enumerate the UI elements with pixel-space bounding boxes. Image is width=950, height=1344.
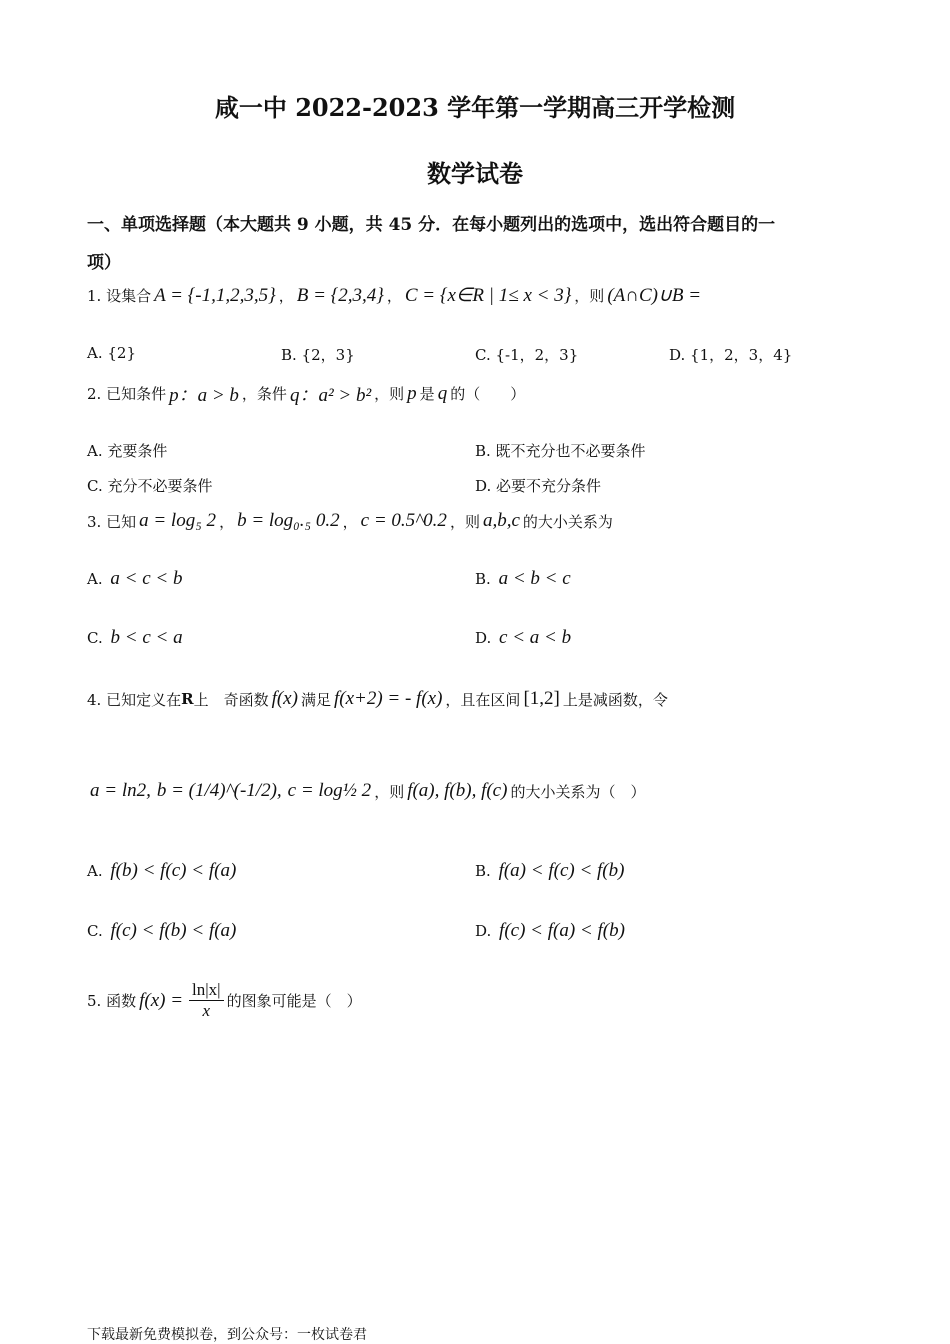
q4-fx: f(x) <box>271 688 298 709</box>
q3-option-b <box>475 568 574 590</box>
q1-expression: (A∩C)∪B = <box>607 285 702 306</box>
q4-option-c-expr: f(c) < f(b) < f(a) <box>110 920 237 941</box>
q3-a-def: a = log₅ 2 <box>139 510 217 531</box>
q3-vars: a,b,c <box>482 510 520 531</box>
q3-option-d <box>475 627 574 649</box>
q3-option-c-label: C. <box>87 629 103 647</box>
q3-option-a-label: A. <box>87 570 103 588</box>
q2-suffix: 的（ ） <box>450 385 526 403</box>
q3-suffix: 的大小关系为 <box>522 512 613 531</box>
q2-p-var: p <box>407 382 417 404</box>
question-5 <box>87 980 362 1021</box>
q4-interval: [1,2] <box>523 688 560 709</box>
q4-option-a-expr: f(b) < f(c) < f(a) <box>110 860 237 881</box>
q4-option-b <box>475 860 627 882</box>
q4-a-def: a = ln2, <box>90 780 151 801</box>
q2-mid: ，条件 <box>241 385 287 403</box>
q4-mid3: ，且在区间 <box>445 690 521 709</box>
q1-set-b: B = {2,3,4} <box>296 284 384 306</box>
q4-option-d-expr: f(c) < f(a) < f(b) <box>499 920 625 941</box>
q5-fraction <box>189 980 224 1021</box>
q4-option-d <box>475 920 628 942</box>
question-2 <box>87 380 525 407</box>
q3-option-b-label: B. <box>475 570 491 588</box>
q3-option-a-expr: a < c < b <box>110 568 183 589</box>
q5-numerator: ln|x| <box>189 980 224 1001</box>
q5-prefix: 5. 函数 <box>87 992 137 1010</box>
q4-fvalues: f(a), f(b), f(c) <box>407 780 508 801</box>
q2-mid2: ，则 <box>374 385 405 403</box>
q4-mid1: 上 奇函数 <box>193 690 269 709</box>
q2-option-d: D. 必要不充分条件 <box>475 477 602 495</box>
q4-c-def: c = log½ 2 <box>287 780 372 801</box>
q3-option-a <box>87 568 185 590</box>
q1-option-c: C. {-1，2，3} <box>475 346 579 364</box>
q1-sep2: ， <box>386 287 402 305</box>
q3-b-def: b = log₀.₅ 0.2 <box>237 510 340 531</box>
q4-option-b-expr: f(a) < f(c) < f(b) <box>498 860 625 881</box>
q2-condition-q: q：a² > b² <box>289 385 372 406</box>
q4-mid2: 满足 <box>300 690 331 709</box>
page-subtitle: 数学试卷 <box>427 159 523 188</box>
q2-option-c: C. 充分不必要条件 <box>87 477 213 495</box>
section-heading-line1: 一、单项选择题（本大题共 9 小题，共 45 分．在每小题列出的选项中，选出符合题目的一 <box>87 215 776 235</box>
q4-option-b-label: B. <box>475 862 491 880</box>
q3-option-c <box>87 627 186 649</box>
page-footer: 下载最新免费模拟卷，到公众号：一枚试卷君 <box>87 1327 367 1343</box>
q3-option-b-expr: a < b < c <box>498 568 571 589</box>
q4-option-d-label: D. <box>475 922 492 940</box>
q4-mid4: 上是减函数，令 <box>562 690 668 709</box>
q5-lhs: f(x) = <box>139 989 184 1011</box>
q3-mid: ，则 <box>449 512 480 531</box>
q1-prefix: 1. 设集合 <box>87 287 152 305</box>
question-4-line2 <box>87 780 645 802</box>
q4-option-a-label: A. <box>87 862 103 880</box>
q2-q-var: q <box>437 382 448 404</box>
q1-set-a: A = {-1,1,2,3,5} <box>154 284 276 306</box>
q4-R: R <box>181 690 194 708</box>
q4-option-a <box>87 860 239 882</box>
section-heading-line2: 项） <box>87 253 121 273</box>
q5-denominator: x <box>202 1001 211 1020</box>
q3-option-c-expr: b < c < a <box>110 627 183 648</box>
q2-option-a: A. 充要条件 <box>87 442 168 460</box>
q2-is: 是 <box>419 385 435 403</box>
page-title: 咸一中 2022-2023 学年第一学期高三开学检测 <box>214 93 736 122</box>
q2-prefix: 2. 已知条件 <box>87 385 167 403</box>
q1-set-c: C = {x∈R | 1≤ x < 3} <box>404 285 572 306</box>
q4-option-c <box>87 920 239 942</box>
q1-option-d: D. {1，2，3，4} <box>669 346 793 364</box>
q1-sep3: ，则 <box>574 287 605 305</box>
q4-mid5: ，则 <box>374 782 405 801</box>
question-3: 3. 已知 a = log₅ 2 ， b = log₀.₅ 0.2 ， c = 0.5^0.2 ，则 a,b,c 的大小关系为 <box>87 510 613 531</box>
q5-suffix: 的图象可能是（ ） <box>226 992 362 1010</box>
q3-option-d-label: D. <box>475 629 492 647</box>
q4-option-c-label: C. <box>87 922 103 940</box>
q2-condition-p: p：a > b <box>169 385 239 406</box>
q2-option-b: B. 既不充分也不必要条件 <box>475 442 646 460</box>
q4-b-def: b = (1/4)^(-1/2), <box>156 780 282 801</box>
question-4-line1 <box>87 688 668 710</box>
q3-prefix: 3. 已知 <box>87 512 137 531</box>
q3-c-def: c = 0.5^0.2 <box>360 510 447 531</box>
q1-option-b: B. {2，3} <box>281 346 355 364</box>
q4-prefix: 4. 已知定义在 <box>87 690 182 709</box>
q4-suffix: 的大小关系为（ ） <box>510 782 646 801</box>
q1-option-a: A. {2} <box>87 344 136 362</box>
q3-option-d-expr: c < a < b <box>499 627 572 648</box>
question-1 <box>87 284 704 307</box>
q4-equation: f(x+2) = - f(x) <box>333 688 443 709</box>
q1-sep1: ， <box>278 287 294 305</box>
